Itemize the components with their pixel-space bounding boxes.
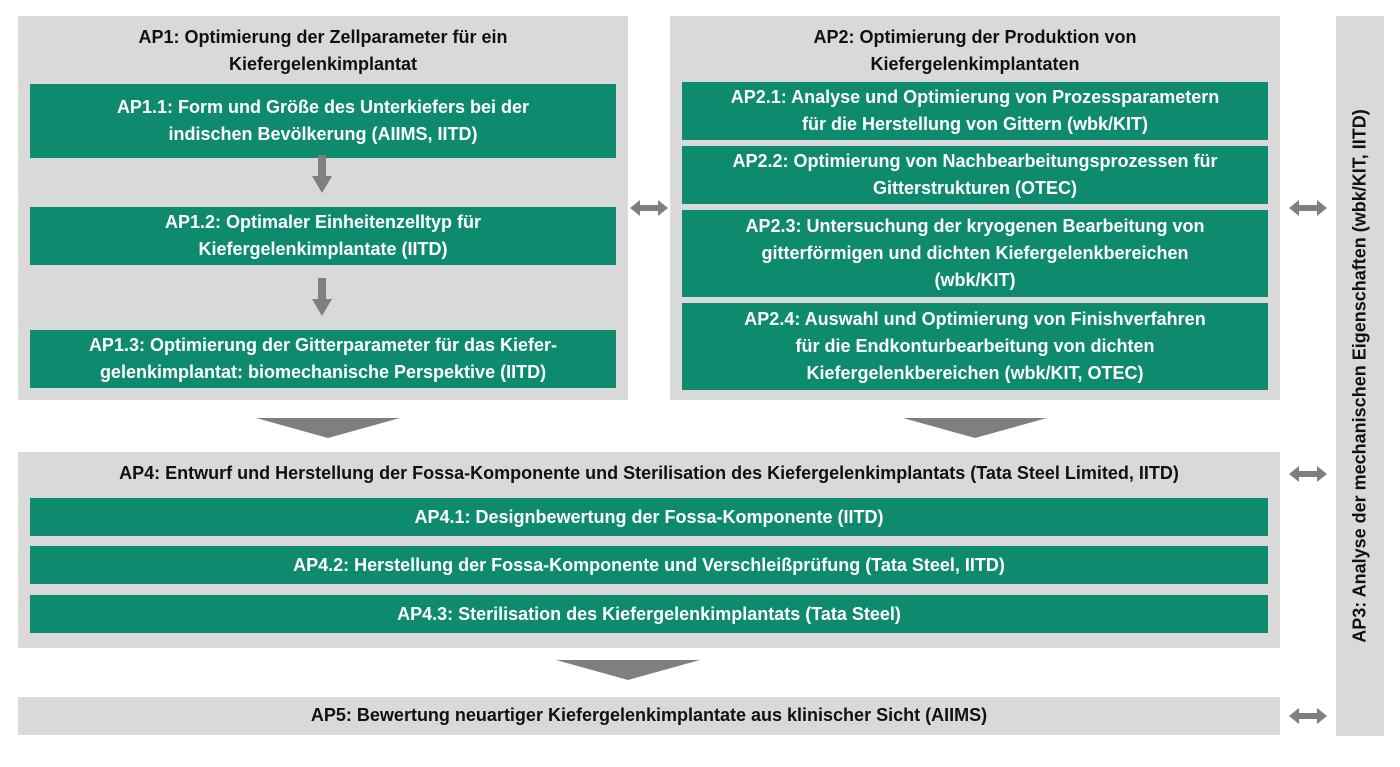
- ap1-panel: [18, 16, 628, 400]
- task-ap2-4: [682, 303, 1268, 390]
- task-ap2-4-line2: für die Endkonturbearbeitung von dichten: [795, 336, 1155, 356]
- flow-down-arrow-icon: [903, 418, 1047, 440]
- flow-down-arrow-icon: [256, 418, 400, 440]
- task-ap2-2-line1: AP2.2: Optimierung von Nachbearbeitungsprozessen für: [732, 151, 1218, 171]
- task-ap4-1: [30, 498, 1268, 536]
- task-ap2-3-line2: gitterförmigen und dichten Kiefergelenkbereichen: [761, 243, 1189, 263]
- task-ap2-1-line1: AP2.1: Analyse und Optimierung von Prozessparametern: [730, 87, 1220, 107]
- task-ap2-3-line1: AP2.3: Untersuchung der kryogenen Bearbeitung von: [745, 216, 1205, 236]
- task-ap2-4-line3: Kiefergelenkbereichen (wbk/KIT, OTEC): [806, 363, 1144, 383]
- down-arrow-icon: [310, 278, 334, 318]
- down-arrow-icon: [310, 155, 334, 195]
- ap3-panel: [1336, 16, 1384, 736]
- task-ap2-4-line1: AP2.4: Auswahl und Optimierung von Finishverfahren: [744, 309, 1206, 329]
- double-arrow-icon: [628, 199, 670, 217]
- task-ap4-2: [30, 546, 1268, 584]
- double-arrow-icon: [1287, 465, 1329, 483]
- ap1-title-line1: AP1: Optimierung der Zellparameter für ein: [138, 27, 508, 47]
- task-ap1-1: [30, 84, 616, 158]
- task-ap2-2: [682, 146, 1268, 204]
- task-ap1-2-line2: Kiefergelenkimplantate (IITD): [198, 239, 448, 259]
- ap1-title-line2: Kiefergelenkimplantat: [228, 54, 418, 74]
- double-arrow-icon: [1287, 199, 1329, 217]
- ap2-title: [670, 24, 1280, 78]
- ap1-title: [18, 24, 628, 78]
- task-ap1-2: [30, 207, 616, 265]
- task-ap2-2-line2: Gitterstrukturen (OTEC): [872, 178, 1077, 198]
- ap5-title: AP5: Bewertung neuartiger Kiefergelenkimplantate aus klinischer Sicht (AIIMS): [310, 705, 988, 725]
- task-ap2-3: [682, 210, 1268, 297]
- task-ap1-3-line2: gelenkimplantat: biomechanische Perspektive (IITD): [99, 362, 547, 382]
- task-ap4-3-label: AP4.3: Sterilisation des Kiefergelenkimplantats (Tata Steel): [397, 603, 901, 624]
- ap2-panel: [670, 16, 1280, 400]
- ap5-panel: [18, 697, 1280, 735]
- ap2-title-line1: AP2: Optimierung der Produktion von: [813, 27, 1137, 47]
- task-ap2-1-line2: für die Herstellung von Gittern (wbk/KIT): [801, 114, 1149, 134]
- task-ap1-2-line1: AP1.2: Optimaler Einheitenzelltyp für: [164, 212, 482, 232]
- ap2-title-line2: Kiefergelenkimplantaten: [870, 54, 1080, 74]
- task-ap1-3: [30, 330, 616, 388]
- task-ap2-3-line3: (wbk/KIT): [934, 270, 1016, 290]
- task-ap4-2-label: AP4.2: Herstellung der Fossa-Komponente und Verschleißprüfung (Tata Steel, IITD): [293, 554, 1005, 575]
- ap3-title: AP3: Analyse der mechanischen Eigenschaften (wbk/KIT, IITD): [1349, 109, 1370, 643]
- task-ap1-1-line2: indischen Bevölkerung (AIIMS, IITD): [168, 124, 478, 144]
- ap4-panel: [18, 452, 1280, 648]
- flow-down-arrow-icon: [556, 660, 700, 682]
- ap4-title: AP4: Entwurf und Herstellung der Fossa-Komponente und Sterilisation des Kiefergelenkimplantats (Tata Steel Limited, IITD): [119, 463, 1179, 483]
- task-ap4-1-label: AP4.1: Designbewertung der Fossa-Komponente (IITD): [414, 506, 884, 527]
- task-ap1-3-line1: AP1.3: Optimierung der Gitterparameter für das Kiefer-: [88, 335, 558, 355]
- task-ap2-1: [682, 82, 1268, 140]
- task-ap1-1-line1: AP1.1: Form und Größe des Unterkiefers bei der: [116, 97, 530, 117]
- task-ap4-3: [30, 595, 1268, 633]
- double-arrow-icon: [1287, 707, 1329, 725]
